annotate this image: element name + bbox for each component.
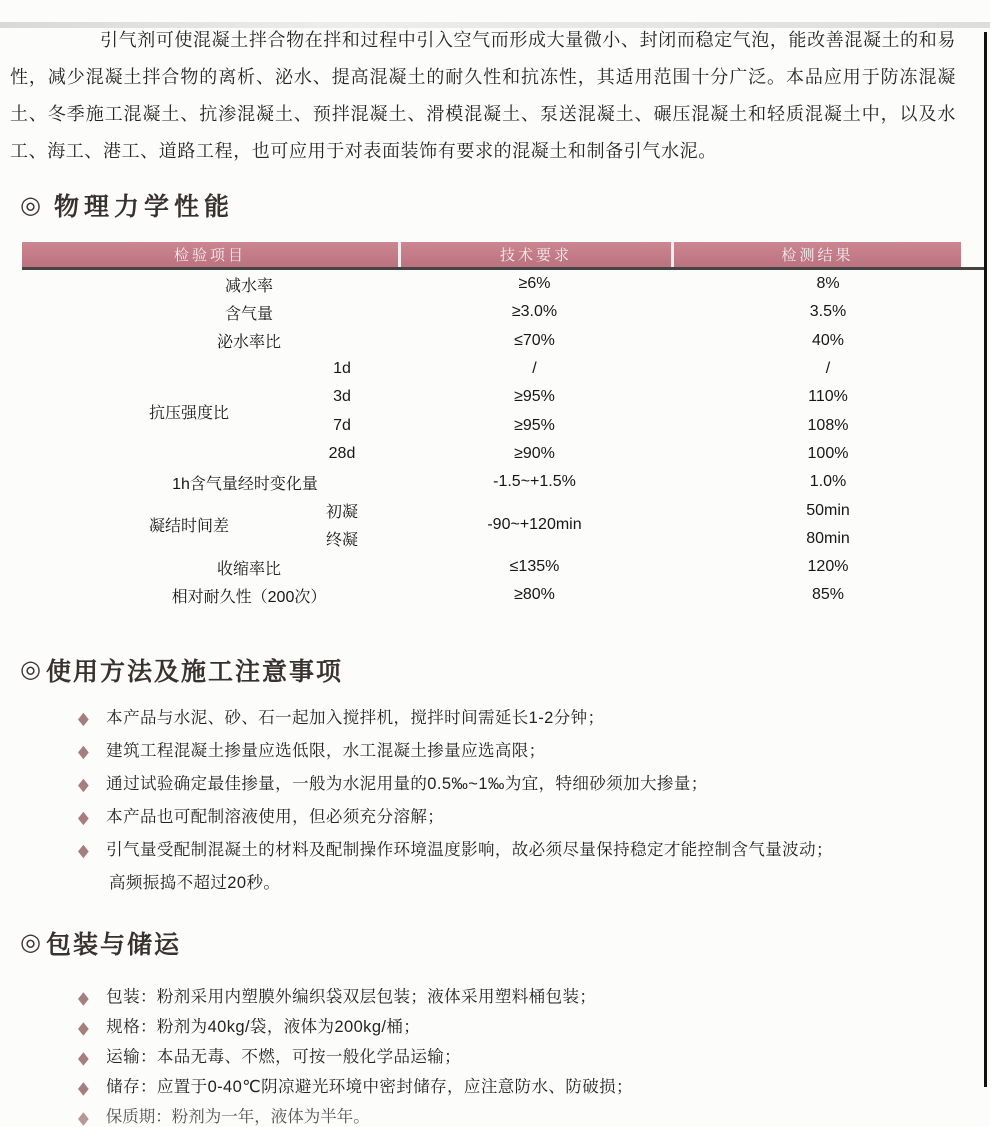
cell-requirement: ≥95% [514,388,555,406]
cell-result: 85% [811,586,845,604]
cell-requirement: -1.5~+1.5% [493,473,576,491]
cell-requirement: ≥90% [514,444,555,462]
double-circle-bullet-icon: ◎ [20,656,43,684]
section-title: 使用方法及施工注意事项 [45,657,343,686]
section-heading-physical [20,187,990,223]
list-item-text: 包装：粉剂采用内塑膜外编织袋双层包装；液体采用塑料桶包装； [106,987,597,1006]
cell-requirement: ≤135% [509,558,560,576]
table-header-row [22,242,985,270]
scan-right-edge-line [984,32,987,1087]
diamond-bullet-icon: ◆ [78,1106,89,1127]
cell-result: 3.5% [809,303,847,321]
list-item-text: 运输：本品无毒、不燃，可按一般化学品运输； [106,1047,462,1066]
table-header-result: 检测结果 [671,242,961,267]
cell-result: 1.0% [809,473,847,491]
list-item [78,1042,950,1072]
sub-age: 28d [328,444,356,462]
list-item [78,1072,950,1102]
cell-item: 减水率 [224,277,273,295]
cell-item: 相对耐久性（200次） [171,588,327,606]
cell-requirement: ≥95% [514,416,555,434]
table-group-compressive-strength [22,355,985,468]
table-row [22,298,985,326]
section-title: 物理力学性能 [53,193,234,221]
sub-age: 1d [333,360,351,378]
list-item-text: 引气量受配制混凝土的材料及配制操作环境温度影响，故必须尽量保持稳定才能控制含气量波动； [106,840,833,859]
cell-result: 120% [807,558,849,576]
diamond-bullet-icon: ◆ [78,806,90,827]
list-item-text: 通过试验确定最佳掺量，一般为水泥用量的0.5‰~1‰为宜，特细砂须加大掺量； [106,774,708,793]
list-item-text: 建筑工程混凝土掺量应选低限，水工混凝土掺量应选高限； [106,741,546,760]
cell-item: 1h含气量经时变化量 [172,475,318,493]
table-header-item: 检验项目 [22,242,398,267]
list-item [78,736,950,767]
table-row [22,553,985,581]
section-title: 包装与储运 [45,930,181,959]
cell-result: / [825,360,831,378]
double-circle-bullet-icon: ◎ [20,191,46,219]
group-label: 抗压强度比 [148,404,229,422]
usage-bullet-list [78,703,950,866]
diamond-bullet-icon: ◆ [78,839,90,860]
diamond-bullet-icon: ◆ [78,740,90,761]
table-group-setting-time [22,496,985,553]
list-item [78,1012,950,1042]
cell-result: 108% [807,416,849,434]
diamond-bullet-icon: ◆ [78,707,90,728]
diamond-bullet-icon: ◆ [78,1046,90,1067]
table-header-requirement: 技术要求 [398,242,671,267]
sub-phase: 终凝 [325,532,358,550]
section-heading-packaging [20,925,990,961]
list-item [78,982,950,1012]
sub-age: 7d [333,416,351,434]
table-row [22,581,985,609]
list-item [78,835,950,866]
scan-top-edge-artifact [0,22,990,28]
table-row [22,327,985,355]
physical-properties-table [22,242,985,610]
diamond-bullet-icon: ◆ [78,1076,90,1097]
cell-requirement: ≥3.0% [511,303,558,321]
cell-result: 50min [806,501,850,519]
list-item-text: 本产品与水泥、砂、石一起加入搅拌机，搅拌时间需延长1-2分钟； [106,708,605,727]
sub-phase: 初凝 [325,504,358,522]
list-item [78,802,950,833]
list-item-text: 规格：粉剂为40kg/袋，液体为200kg/桶； [106,1017,421,1036]
list-item [78,703,950,734]
cell-result: 40% [811,331,845,349]
cell-result: 80min [806,529,850,547]
cell-item: 泌水率比 [216,334,281,352]
diamond-bullet-icon: ◆ [78,773,90,794]
cell-result: 110% [808,388,848,406]
document-page [0,22,990,1127]
section-heading-usage [20,652,990,688]
diamond-bullet-icon: ◆ [78,986,90,1007]
table-row [22,270,985,298]
cell-requirement: ≥6% [518,275,551,293]
clipped-bottom-line [78,1106,950,1127]
table-row [22,468,985,496]
cell-requirement: -90~+120min [487,515,582,533]
group-label: 凝结时间差 [148,518,229,536]
cell-result: 100% [807,444,849,462]
cell-requirement: ≥80% [514,586,555,604]
cell-item: 收缩率比 [216,560,281,578]
packaging-bullet-list [78,982,950,1102]
usage-continuation-line: 高频振捣不超过20秒。 [109,873,281,892]
list-item-text: 储存：应置于0-40℃阴凉避光环境中密封储存，应注意防水、防破损； [106,1077,633,1096]
double-circle-bullet-icon: ◎ [20,929,43,957]
clipped-line-text: 保质期：粉剂为一年，液体为半年。 [105,1107,370,1126]
cell-result: 8% [816,275,840,293]
diamond-bullet-icon: ◆ [78,1016,90,1037]
cell-requirement: ≤70% [514,331,555,349]
sub-age: 3d [333,388,351,406]
cell-requirement: / [532,360,537,378]
list-item-text: 本产品也可配制溶液使用，但必须充分溶解； [106,807,445,826]
intro-paragraph: 引气剂可使混凝土拌合物在拌和过程中引入空气而形成大量微小、封闭而稳定气泡，能改善混凝土的和易性，减少混凝土拌合物的离析、泌水、提高混凝土的耐久性和抗冻性，其适用范围十分广泛。本品应用于防冻混凝土、冬季施工混凝土、抗渗混凝土、预拌混凝土、滑模混凝土、泵送混凝土、碾压混凝土和轻质混凝土中，以及水工、海工、港工、道路工程，也可应用于对表面装饰有要求的混凝土和制备引气水泥。 [10,30,956,161]
cell-item: 含气量 [224,305,273,323]
list-item [78,769,950,800]
